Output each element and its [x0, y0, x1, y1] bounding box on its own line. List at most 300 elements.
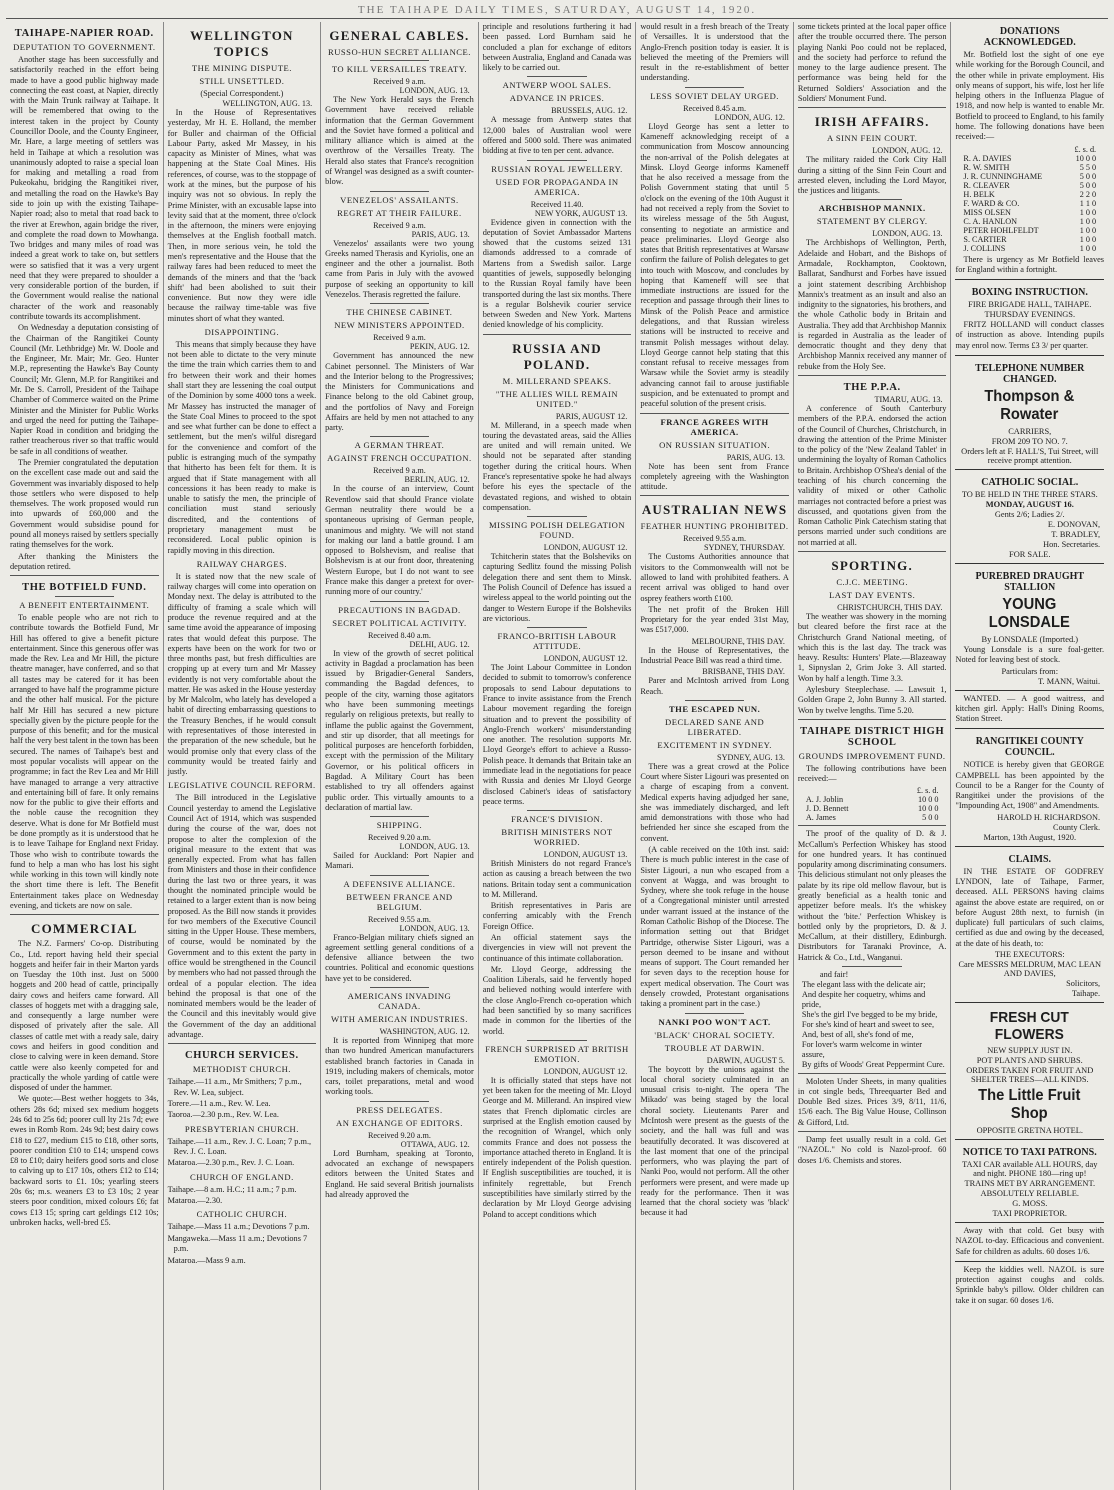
table-row	[961, 163, 1098, 172]
subheadline: NANKI POO WON'T ACT.	[658, 1016, 771, 1027]
notice-claims	[955, 846, 1104, 998]
subheadline: ARCHBISHOP MANNIX.	[818, 203, 926, 214]
subheadline: RUSSO-HUN SECRET ALLIANCE.	[327, 47, 471, 57]
pounds-header: £.	[916, 786, 924, 796]
ad-line: Marton, 13th August, 1920.	[983, 832, 1077, 842]
divider	[370, 1101, 429, 1102]
subheadline: VENEZELOS' ASSAILANTS.	[340, 194, 459, 205]
subheadline: DECLARED SANE AND LIBERATED.	[664, 716, 765, 737]
divider	[370, 191, 429, 192]
received-time: Received 9 a.m.	[373, 77, 426, 86]
divider	[798, 107, 947, 108]
divider	[842, 199, 901, 200]
cable-article	[483, 1044, 632, 1220]
cable-article	[483, 631, 632, 807]
paragraph: A message from Antwerp states that 12,000 bales of Australian wool were offered and 5000 sold. There was animated bidding at five to ten per cent. advance.	[482, 115, 632, 156]
donation-amount: 1 0 0	[1079, 234, 1097, 244]
table-header: £. s. d.	[1074, 144, 1097, 154]
received-time: Received 9 a.m.	[373, 220, 426, 230]
paragraph: This means that simply because they have not been able to dictate to the very minute the time the train which carries them to and fro between their work and their homes shall start they are lessening the coal output of the Dominion by some 4000 tons a week. Mr Massey has instructed the manager of the State Coal Mines to proceed to the spot and see what further can be done to effect a settlement, but the men's wilful disregard for the convenience and comfort of the public is estranging much of the sympathy that hitherto has been felt for them. It is argued that if State management with all concessions it has been ready to make is unable to satisfy the men, the principle of conciliation must stand seriously discredited, and the contentions of proprietary management must be reconsidered. Local public opinion is rapidly moving in this direction.	[167, 339, 317, 555]
dateline: LONDON, AUG. 13.	[399, 842, 470, 852]
divider	[798, 1131, 947, 1132]
subheadline: ANTWERP WOOL SALES.	[502, 80, 612, 91]
divider	[685, 1013, 744, 1014]
subheadline: BETWEEN FRANCE AND BELGIUM.	[346, 891, 453, 912]
paragraph: The Archbishops of Wellington, Perth, Adelaide and Hobart, and the Bishops of Armadale, Rockhampton, Cooktown, Ballarat, Sandhurst and Forbes have issued a joint statement describing Archbishop Mannix's treatment as an insult and also an indignity to the signatories, his brothers, and the whole Catholic body in Britain and Australia. They add that Archbishop Mannix is regarded in Australia as the leader of democratic thought and they deny that Archbishop Mannix received any manner of rebuke from the Holy See.	[797, 238, 947, 371]
subheadline: THE ESCAPED NUN.	[668, 703, 761, 714]
advert-boxing	[955, 279, 1104, 351]
divider	[798, 375, 947, 376]
cable-article	[325, 440, 474, 597]
paragraph: WANTED. — A good waitress, and kitchen girl. Apply: Hall's Dining Rooms, Station Street.	[955, 693, 1105, 724]
church-services	[168, 1050, 317, 1266]
headline: SPORTING.	[831, 557, 913, 573]
cable-article	[325, 47, 474, 188]
subheadline: FRANCO-BRITISH LABOUR ATTITUDE.	[497, 631, 617, 652]
paragraph: In the House of Representatives yesterday, Mr H. E. Holland, the member for Buller and chairman of the Official Labour Party, asked Mr Massey, in his capacity as Minister of Mines, what was happening at the State Coal Mines. His references, of course, was to the stoppage of work at the mines, but the purpose of his inquiry was not so obvious. In reply the Prime Minister, with an excusable lapse into levity said that at the moment, three o'clock in the afternoon, the miners were enjoying themselves at the English football match. Then, in more serious vein, he told the men's representative and the House that the railway fares had been reduced to meet the demands of the miners and that the 'back shift' had been abolished to suit their convenience. But now they were idle because the railway time-table was five minutes short of what they wanted.	[167, 108, 317, 323]
headline: CATHOLIC SOCIAL.	[981, 476, 1079, 488]
received-time: Received 8.40 a.m.	[367, 630, 431, 640]
dateline: MELBOURNE, THIS DAY.	[691, 636, 785, 646]
article-escaped-nun	[640, 704, 789, 1010]
donation-amount: 5 0 0	[1079, 180, 1097, 190]
received-time: Received 8.45 a.m.	[683, 103, 747, 113]
donation-amount: 5 5 0	[1079, 162, 1097, 172]
advert-catholic-social	[955, 469, 1104, 559]
donation-amount: 2 2 0	[1079, 189, 1097, 199]
divider	[527, 160, 586, 161]
paragraph: The proof of the quality of D. & J. McCallum's Perfection Whiskey has stood for one hundred years. It has continued popularity among discriminating consumers. This delicious stimulant not only pleases the palate by its ripe old mellow flavour, but is greatly beneficial as a health tonic and appetizer before meals. It's the whiskey without the 'bite.' Perfection Whiskey is bottled only by the proprietors, D. & J. McCallum, at their distillery, Edinburgh. Distributors for Taranaki Province, A. Hatrick & Co., Ltd., Wanganui.	[797, 829, 947, 962]
subheadline: 'BLACK' CHORAL SOCIETY.	[654, 1029, 775, 1040]
signature: Solicitors,	[1066, 979, 1101, 988]
paragraph: would result in a fresh breach of the Treaty of Versailles. It is understood that the Anglo-French position today is easier. It is believed the meeting of the Premiers will result in the re-establishment of better understanding.	[640, 22, 789, 83]
headline: CLAIMS.	[1008, 853, 1052, 865]
divider	[527, 76, 586, 77]
dateline: OTTAWA, AUG. 12.	[400, 1139, 470, 1149]
article-australian-news	[640, 502, 789, 696]
column-7	[951, 22, 1108, 1490]
ad-title: FRESH CUT FLOWERS	[990, 1009, 1070, 1043]
ad-line: TRAINS MET BY ARRANGEMENT.	[964, 1179, 1096, 1188]
service-line: Mangaweka.—Mass 11 a.m.; Devotions 7 p.m.	[167, 1233, 308, 1254]
divider	[798, 1073, 947, 1074]
headline: THE P.P.A.	[843, 382, 901, 394]
paragraph: Parer and McIntosh arrived from Long Reach.	[640, 676, 789, 696]
ad-line: OPPOSITE GRETNA HOTEL.	[976, 1126, 1083, 1135]
ad-line: Care MESSRS MELDRUM, MAC LEAN AND DAVIES,	[958, 960, 1102, 978]
service-line: Taoroa.—2.30 p.m., Rev. W. Lea.	[167, 1110, 279, 1120]
divider	[55, 596, 114, 597]
headline: COMMERCIAL	[30, 921, 138, 937]
subheadline: SECRET POLITICAL ACTIVITY.	[332, 617, 467, 628]
dateline: LONDON, AUGUST 12.	[543, 543, 628, 553]
subheadline: THE CHINESE CABINET.	[346, 307, 453, 318]
headline: AUSTRALIAN NEWS	[641, 502, 788, 518]
paragraph: IN THE ESTATE OF GODFREY LYNDON, late of Taihape, Farmer, deceased. ALL PERSONS having claims against the above estate are required, on or before August 28th next, to furnish (in duplicate) full particulars of such claims, certified as due and owing by the deceased, at the date of his death, to:	[955, 866, 1105, 948]
divider	[527, 627, 586, 628]
ad-line: TO BE HELD IN THE THREE STARS.	[961, 489, 1098, 499]
donor-name: PETER HOHLFELDT	[963, 225, 1039, 235]
ad-line: CARRIERS,	[1008, 426, 1052, 436]
donor-name: J. R. CUNNINGHAME	[963, 171, 1043, 181]
donation-amount: 1 0 0	[1079, 243, 1097, 253]
shillings-header: s.	[925, 786, 931, 796]
paragraph: Moloten Under Sheets, in many qualities in cot single beds, Threequarter Bed and Double Bed sizes. Prices 3/9, 8/11, 11/6, 15/6 each. The Big Value House, Collinson & Gifford, Ltd.	[797, 1076, 947, 1127]
subheadline: LAST DAY EVENTS.	[829, 589, 916, 600]
divider	[640, 495, 789, 496]
ad-line: THE EXECUTORS:	[994, 950, 1065, 959]
received-time: Received 9 a.m.	[373, 466, 426, 476]
subheadline: TO KILL VERSAILLES TREATY.	[331, 64, 468, 74]
signature: E. DONOVAN,	[1047, 519, 1101, 529]
headline: NOTICE TO TAXI PATRONS.	[962, 1147, 1097, 1158]
subheadline: AN EXCHANGE OF EDITORS.	[336, 1117, 463, 1128]
advert-stallion	[955, 563, 1104, 686]
subheadline: M. MILLERAND SPEAKS.	[502, 375, 612, 386]
paragraph: There was a great crowd at the Police Court where Sister Ligouri was presented on a charge of escaping from a convent. Medical experts having adjudged her sane, she was immediately discharged, and left amid demonstrations with those who had befriended her since she escaped from the convent.	[640, 761, 789, 843]
dateline: PARIS, AUGUST 12.	[555, 411, 628, 421]
business-name: Thompson & Rowater	[984, 387, 1075, 423]
service-line: Taihape.—Mass 11 a.m.; Devotions 7 p.m.	[167, 1222, 310, 1232]
donation-amount: 1 0 0	[1079, 225, 1097, 235]
paragraph: Note has been sent from France completely agreeing with the Washington attitude.	[640, 461, 789, 492]
divider	[685, 700, 744, 701]
ad-line: G. MOSS.	[1012, 1199, 1048, 1208]
dateline: SYDNEY, THURSDAY.	[703, 543, 785, 553]
table-row	[961, 181, 1098, 190]
poem-line: For lover's warm welcome in winter assure,	[801, 1039, 923, 1059]
paragraph: (A cable received on the 10th inst. said: There is much public interest in the case of Sister Ligouri, a nun who escaped from a convent at Wagga, and was brought to Sydney, where she took refuge in the house of a Congregational minister until arrested under warrant issued at the instance of the Roman Catholic Bishop of the Diocese. The information setting out that Bridget Partridge, otherwise Sister Ligouri, was a person deemed to be insane and without means of support. The Court remanded her for seven days to the reception house for expert medical observation. The Court was densely crowded, Protestant organisations taking a prominent part in the case.)	[640, 845, 789, 1009]
cable-article	[325, 1105, 474, 1200]
subheadline: AGAINST FRENCH OCCUPATION.	[327, 453, 472, 464]
dateline: LONDON, AUGUST 13.	[543, 850, 628, 860]
donor-name: R. CLEAVER	[963, 180, 1010, 190]
subheadline: DEPUTATION TO GOVERNMENT.	[13, 42, 156, 52]
subheadline: A GERMAN THREAT.	[354, 440, 445, 451]
received-time: Received 9.55 a.m.	[683, 534, 747, 544]
headline: CHURCH SERVICES.	[185, 1050, 299, 1062]
paragraph: Mr. Botfield lost the sight of one eye while working for the Borough Council, and the other while in private employment. His only means of support, his wife, lost her life helping others in the Influenza Plague of 1918, and now help is wanted to enable Mr. Botfield to proceed to England, to his family home. The following donations have been received:—	[955, 50, 1105, 142]
table-row	[961, 208, 1098, 217]
divider	[370, 436, 429, 437]
paragraph: We quote:—Best wether hoggets to 34s, others 28s 6d; mixed sex medium hoggets 24s 6d to 25s 6d; poorer cull lty 21s 7d; ewe ewes in Romb Rom. 24s 9d; best dairy cows £18 to £27, medium £15 to £18, other sorts, poorer condition £10 to £14; unspend cows £8 to £10; dairy heifers good sorts and close to calving up to £17 10s, others £12 to £14; backward sorts to £1. 10s; yearling steers 20s 6s; m.s. weaners £3 to £3 10s; 2 year steers poor condition, mixed colours £6; fat cows £13 15; spring cart geldings £12 10s; unbroken hacks, well-bred £5.	[10, 1094, 159, 1227]
church-heading: METHODIST CHURCH.	[192, 1064, 291, 1075]
donation-amount: 5 0 0	[1079, 171, 1097, 181]
subheadline: RUSSIAN ROYAL JEWELLERY.	[491, 163, 623, 174]
donation-amount: 1 1 0	[1079, 198, 1097, 208]
divider	[640, 413, 789, 414]
table-row	[804, 813, 941, 822]
contribution-amount: 5 0 0	[922, 813, 939, 823]
headline: RANGITIKEI COUNTY COUNCIL.	[975, 736, 1084, 759]
article-high-school-fund	[798, 726, 947, 823]
subheadline: NEW MINISTERS APPOINTED.	[334, 320, 465, 331]
paragraph: The Bill introduced in the Legislative Council yesterday to amend the Legislative Council Act of 1914, which was suspended during the course of the war, does not propose to alter the complexion of the original measure to the extent that was generally expected. From what has fallen from Ministers and those in their confidence during the last two or three years, it was thought the nominated principle would be retained to a larger extent than is now being proposed. As the Bill now stands it provides for two members of the Executive Council sitting in the Upper House. These members, of course, would be nominated by the Government and to this extent the party in office would be strengthened in the Council by members who had not passed through the ordeal of a popular election. The idea behind the proposal is that one of the nominated members would be the leader of the Council and this inevitably would give the Government of the day an additional advantage.	[167, 793, 317, 1039]
column-2	[164, 22, 322, 1490]
ad-line: FROM 209 TO NO. 7.	[991, 436, 1068, 446]
dateline: PEKIN, AUG. 12.	[409, 342, 470, 352]
cable-article	[325, 195, 474, 301]
dateline: LONDON, AUG. 13.	[399, 86, 470, 95]
table-header	[804, 786, 892, 795]
paragraph: The Customs Authorities announce that visitors to the Commonwealth will not be allowed to land with prohibited feathers. A recent arrival was obliged to hand over osprey feathers worth £100.	[640, 552, 789, 603]
notice-rangitikei	[955, 728, 1104, 841]
divider	[527, 1040, 586, 1041]
divider	[483, 334, 632, 335]
table-row	[961, 199, 1098, 208]
pence-header: d.	[932, 786, 939, 796]
service-line: Mataroa.—2.30 p.m., Rev. J. C. Loan.	[167, 1158, 295, 1168]
subheadline: STILL UNSETTLED.	[199, 76, 285, 86]
ad-line: MONDAY, AUGUST 16.	[985, 499, 1074, 509]
cable-article	[483, 814, 632, 1037]
church-heading: CHURCH OF ENGLAND.	[189, 1171, 294, 1182]
paragraph: An official statement says the divergencies in view will not prevent the continuance of this intimate collaboration.	[482, 933, 632, 963]
subheadline: A SINN FEIN COURT.	[826, 133, 918, 144]
cable-article	[483, 520, 632, 624]
subheadline: FRANCE'S DIVISION.	[511, 814, 603, 825]
ad-line: FIRE BRIGADE HALL, TAIHAPE.	[968, 300, 1092, 310]
received-time: Received 9.20 a.m.	[367, 833, 431, 843]
dateline: LONDON, AUG. 13.	[399, 923, 470, 933]
subheadline: LESS SOVIET DELAY URGED.	[650, 90, 779, 101]
paragraph: Evidence given in connection with the deputation of Soviet Ambassador Martens showed that the customs seized 131 diamonds addressed to a comrade of Martens from a Swedish sailor. Large quantities of jewels, supposedly belonging to the Russian Royal family have been transported during the last six months. There is a regular Bolshevik courier service between Sweden and New York. Martens denied knowledge of his complicity.	[482, 217, 632, 330]
paragraph: M. Millerand, in a speech made when touring the devastated areas, said the Allies are united and will remain united. We should not be separated after standing together during the critical hours. When France's representative spoke he had always before his eyes the spectacle of the devastated regions, and wished to obtain compensation.	[482, 420, 632, 512]
paragraph: FRITZ HOLLAND will conduct classes of instruction as above. Intending pupils may enrol now. Terms £3 3/ per quarter.	[955, 320, 1105, 350]
headline: TELEPHONE NUMBER CHANGED.	[975, 362, 1085, 385]
service-line: Mataroa.—Mass 9 a.m.	[167, 1255, 246, 1265]
divider	[370, 60, 429, 61]
table-header	[892, 786, 940, 795]
poem-line: By gifts of Woods' Great Peppermint Cure.	[801, 1059, 945, 1069]
stallion-name: YOUNG LONSDALE	[989, 595, 1071, 631]
table-row	[804, 795, 941, 804]
contributor-name: A. J. Joblin	[805, 795, 844, 805]
article-body	[10, 55, 159, 572]
headline: RUSSIA AND POLAND.	[512, 340, 602, 372]
poem-line: She's the girl I've begged to be my bride,	[801, 1009, 938, 1019]
headline: TAIHAPE DISTRICT HIGH SCHOOL	[800, 725, 945, 748]
divider	[842, 966, 901, 967]
subheadline: FRENCH SURPRISED AT BRITISH EMOTION.	[485, 1043, 629, 1064]
paragraph: The military raided the Cork City Hall during a sitting of the Sinn Fein Court and arrested eleven, including the Lord Mayor, the justices and litigants.	[797, 155, 947, 196]
columns	[6, 22, 1108, 1490]
dateline: WELLINGTON, AUG. 13.	[222, 99, 313, 108]
paragraph: In the course of an interview, Count Reventlow said that should France violate German neutrality there would be a spontaneous uprising of German people, unanimous and mighty. 'We will not stand for making our land a battle ground. I am opposed to Bolshevism, and realise that Bolshevism is at our front door, threatening Western Europe, but I do not want to see France make this danger a pretext for over-running more of our country.'	[325, 484, 474, 597]
advert-whiskey	[798, 829, 947, 1069]
dateline: BRUSSELS, AUG. 12.	[551, 106, 628, 116]
ad-line: TAXI PROPRIETOR.	[992, 1209, 1068, 1218]
divider	[370, 601, 429, 602]
ad-line: Particulars from:	[1001, 666, 1059, 676]
article-commercial	[10, 921, 159, 1228]
cable-article	[325, 879, 474, 984]
dateline: LONDON, AUGUST 12.	[543, 1066, 628, 1076]
dateline: DARWIN, AUGUST 5.	[706, 1055, 785, 1065]
column-3	[321, 22, 479, 1490]
table-row	[961, 244, 1098, 253]
dateline: LONDON, AUG. 12.	[872, 146, 943, 156]
service-line: Taihape.—11 a.m., Rev. J. C. Loan; 7 p.m., Rev. J. C. Loan.	[167, 1136, 312, 1156]
subheadline: C.J.C. MEETING.	[836, 576, 909, 587]
paragraph: Franco-Belgian military chiefs signed an agreement settling general conditions of a defensive alliance between the two countries. Political and economic questions have yet to be considered.	[325, 932, 474, 983]
paragraph: There is urgency as Mr Botfield leaves for England within a fortnight.	[955, 254, 1105, 274]
divider	[527, 810, 586, 811]
subheadline: ON RUSSIAN SITUATION.	[659, 439, 771, 450]
paragraph: Away with that cold. Get busy with NAZOL to-day. Efficacious and convenient. Safe for children as adults. 60 doses 1/6.	[955, 1226, 1105, 1256]
service-line: Taihape.—11 a.m., Mr Smithers; 7 p.m., Rev. W. Lea, subject.	[167, 1077, 302, 1097]
advert-taxi	[955, 1139, 1104, 1218]
dateline: LONDON, AUG. 13.	[872, 229, 943, 239]
ad-line: ABSOLUTELY RELIABLE.	[980, 1189, 1079, 1198]
church-heading: CATHOLIC CHURCH.	[196, 1209, 288, 1220]
column-4	[479, 22, 637, 1490]
paragraph: principle and resolutions furthering it had been passed. Lord Burnham said he concluded a plan for exchange of editors between Australia, England and Canada was likely to be carried out.	[482, 22, 632, 73]
dateline: PARIS, AUG. 13.	[411, 229, 470, 239]
received-time: Received 9 a.m.	[373, 333, 426, 343]
dateline: PARIS, AUG. 13.	[726, 452, 785, 462]
divider	[370, 987, 429, 988]
section-heading: LEGISLATIVE COUNCIL REFORM.	[168, 780, 316, 791]
donations-table	[961, 145, 1098, 253]
received-time: Received 9.20 a.m.	[367, 1130, 431, 1140]
poem-line: And, best of all, she's fond of me,	[801, 1029, 914, 1039]
ad-line: FOR SALE.	[1009, 549, 1051, 559]
table-row	[961, 172, 1098, 181]
headline: TAIHAPE-NAPIER ROAD.	[14, 28, 154, 39]
article-ppa	[798, 382, 947, 548]
donor-name: J. COLLINS	[963, 243, 1006, 253]
paragraph: The Joint Labour Committee in London decided to submit to tomorrow's conference proposals to send Labour deputations to France to invite assistance from the French Labour movement regarding the foreign situation and to prevent the possibility of Anglo-French workers' misunderstanding one another. The resolution supports Mr. Lloyd George's effort to achieve a Russo-Polish peace. It demands that Britain take an immediate lead in the negotiations for peace with Russia and denies Mr Lloyd George disclosed Cabinet's ideas of satisfactory peace terms.	[482, 663, 632, 806]
subheadline: TROUBLE AT DARWIN.	[664, 1042, 765, 1053]
paragraph: British Ministers do not regard France's action as causing a breach between the two nations. Britain today sent a communication to M. Millerand.	[482, 859, 632, 899]
cable-article	[325, 991, 474, 1098]
paragraph: Mr. Lloyd George, addressing the Coalition Liberals, said he fervently hoped and believed nothing would interfere with the close Anglo-French co-operation which had been sanctified by so many sacrifices made in common for the liberties of the world.	[482, 964, 632, 1036]
article-russia-poland	[483, 341, 632, 514]
subheadline: BRITISH MINISTERS NOT WORRIED.	[501, 827, 613, 848]
masthead: THE TAIHAPE DAILY TIMES, SATURDAY, AUGUST 14, 1920.	[6, 4, 1108, 19]
received-time: Received 11.40.	[530, 199, 584, 209]
table-row	[961, 235, 1098, 244]
paragraph: Lloyd George has sent a letter to Kameneff acknowledging receipt of a communication from Moscow announcing the non-arrival of the Polish delegates at Minsk. Lloyd George informs Kameneff that he also received a message from the Polish Government stating that until 5 o'clock on the evening of the 10th August it had not received a reply from the Soviet to its wireless message of the 5th August, consenting to negotiate an armistice and peace preliminaries. Lloyd George also states that British representatives at Warsaw confirm the failure of Polish delegates to get into touch with Moscow, and concludes by hoping that Kameneff will see that immediate instructions are issued for the reception and passage through their lines to Minsk of the Polish Peace and armistice delegations, and that Russian wireless stations will be instructed to receive and transmit Polish messages without delay. Lloyd George cannot help stating that this constant refusal to receive messages from Warsaw while the Soviet army is steadily advancing cannot fail to arouse justifiable suspicion, and be extenuated to prompt and peaceful solution of the present crisis.	[640, 121, 789, 409]
article-wellington-topics	[168, 28, 317, 1040]
donor-name: R. A. DAVIES	[963, 153, 1012, 163]
dateline: CHRISTCHURCH, THIS DAY.	[837, 602, 943, 612]
donation-amount: 1 0 0	[1079, 216, 1097, 226]
table-row	[804, 804, 941, 813]
subheadline: A BENEFIT ENTERTAINMENT.	[19, 600, 150, 611]
donations-acknowledged	[955, 26, 1104, 275]
paragraph: Tchitcherin states that the Bolsheviks on capturing Sedlitz found the missing Polish delegation there and sent them to Minsk. The Polish Council of Defence has issued a wireless appeal to the world pointing out the danger to Western Europe if the Bolsheviks are victorious.	[482, 552, 632, 623]
paragraph: some tickets printed at the local paper office after the trouble occurred there. The person playing Nanki Poo could not be replaced, and the society had perforce to refund the money to the large audience present. The performance was being held for the Returned Soldiers' Association and the Soldiers' Monument Fund.	[797, 22, 947, 103]
ad-line: POT PLANTS AND SHRUBS.	[976, 1056, 1083, 1065]
service-line: Taihape.—8 a.m. H.C.; 11 a.m.; 7 p.m.	[167, 1184, 297, 1194]
dateline: BRISBANE, THIS DAY.	[702, 667, 785, 677]
paragraph: In the House of Representatives, the Industrial Peace Bill was read a third time.	[640, 645, 789, 665]
dateline: DELHI, AUG. 12.	[409, 639, 470, 649]
paragraph: Young Lonsdale is a sure foal-getter. Noted for leaving best of stock.	[955, 644, 1105, 665]
divider	[168, 1043, 317, 1044]
paragraph: It is stated now that the new scale of railway charges will come into operation on Monday next. The delay is attributed to the difficulty of framing a scale which will produce the revenue required and at the same time avoid the appearance of imposing rates that would defeat this purpose. The experts have been on the work for two or three months past, but fresh difficulties are cropping up at every turn and Mr Massey evidently is not very comfortable about the matter. He was asked in the House yesterday by Mr Malcolm, who lately has developed a habit of directing embarrassing questions to the Treasury Benches, if he would consult with representatives of those interested in the preparation of the new schedule, but he would promise only that every class of the community would be treated fairly and justly.	[167, 571, 317, 777]
paragraph: British representatives in Paris are conferring amicably with the French Foreign Office.	[482, 901, 632, 931]
subheadline: MISSING POLISH DELEGATION FOUND.	[488, 520, 626, 541]
paragraph: Government has announced the new Cabinet personnel. The Ministers of War and the Interior belong to the Progressives; the Ministers for Communications and Finance belong to the old Cabinet group, and the portfolios of Navy and Foreign Affairs are held by men not attached to any party.	[325, 351, 474, 433]
divider	[370, 816, 429, 817]
subheadline: THE MINING DISPUTE.	[191, 63, 292, 73]
divider	[527, 516, 586, 517]
advert-nazol-2	[955, 1261, 1104, 1306]
article-nanki-poo	[640, 1017, 789, 1219]
divider	[798, 551, 947, 552]
paragraph: NOTICE is hereby given that GEORGE CAMPBELL has been appointed by the Council to be a Ranger for the County of Rangitikei under the provisions of the "Impounding Act, 1908" and Amendments.	[955, 760, 1105, 811]
section-heading: RAILWAY CHARGES.	[196, 558, 287, 569]
contributor-name: J. D. Bennett	[805, 804, 849, 814]
ad-line: By LONSDALE (Imported.)	[981, 634, 1079, 644]
shop-name: The Little Fruit Shop	[978, 1087, 1081, 1122]
poem-line: And despite her coquetry, whims and pride,	[801, 989, 926, 1009]
subheadline: A DEFENSIVE ALLIANCE.	[343, 878, 456, 889]
advert-nazol-1	[955, 1222, 1104, 1257]
subheadline: GROUNDS IMPROVEMENT FUND.	[798, 750, 946, 761]
paragraph: The Premier congratulated the deputation on the excellent case made out and said the Government was invariably disposed to help those settlers who were disposed to help themselves. The work proposed would run into upwards of £60,000 and the Government would subsidise pound for pound all moneys raised by settlers specially rating themselves for the work.	[10, 457, 159, 550]
donor-name: H. BELK	[963, 189, 995, 199]
paragraph: Keep the kiddies well. NAZOL is sure protection against coughs and colds. Sprinkle baby's pillow. Older children can take it on sugar. 60 doses 1/6.	[955, 1264, 1105, 1305]
headline: PUREBRED DRAUGHT STALLION	[975, 570, 1085, 593]
dateline: BERLIN, AUG. 12.	[404, 475, 470, 485]
signature: Hon. Secretaries.	[1043, 539, 1101, 549]
signature: County Clerk.	[1053, 822, 1101, 832]
church-heading: PRESBYTERIAN CHURCH.	[184, 1123, 299, 1134]
subheadline: "THE ALLIES WILL REMAIN UNITED."	[495, 388, 619, 409]
subheadline: REGRET AT THEIR FAILURE.	[337, 207, 462, 218]
paragraph: The New York Herald says the French Government have received reliable information that the German Government and the Soviet have formed a political and military alliance which is aimed at the overthrow of the Versailles Treaty. The Herald also states that France's recognition of Wrangel was designed as a swift counter-blow.	[325, 95, 474, 187]
headline: IRISH AFFAIRS.	[814, 114, 930, 130]
poem	[802, 970, 947, 1070]
subheadline: STATEMENT BY CLERGY.	[816, 216, 928, 227]
paragraph: In view of the growth of secret political activity in Bagdad a proclamation has been issued by Brigadier-General Sanders, commanding the Bagdad defences, to people of the city, warning those agitators who have been summoning meetings regularly on religious pretexts, but really to inflame the public against the Government, and stir up disorder, that all meetings for political purposes are henceforth forbidden, except with the permission of the Military Governor, or his political officers in Bagdad. A Military Court has been established to try all offenders against public order. This virtually amounts to a declaration of martial law.	[325, 648, 474, 812]
divider	[370, 303, 429, 304]
cable-article	[325, 605, 474, 814]
article-road	[10, 28, 159, 572]
article-sporting	[798, 558, 947, 716]
column-5	[636, 22, 794, 1490]
cable-article	[325, 820, 474, 872]
signature: HAROLD H. RICHARDSON.	[997, 812, 1101, 822]
table-header-row	[804, 786, 941, 795]
cable-article	[483, 80, 632, 156]
subheadline: AMERICANS INVADING CANADA.	[347, 991, 452, 1012]
subheadline: SHIPPING.	[376, 820, 423, 831]
table-row	[961, 226, 1098, 235]
contribution-amount: 10 0 0	[918, 795, 939, 805]
ad-line: Orders left at F. HALL'S, Tui Street, will receive prompt attention.	[961, 446, 1099, 465]
dateline: LONDON, AUGUST 12.	[543, 654, 628, 664]
cable-article	[640, 91, 789, 410]
divider	[685, 87, 744, 88]
paragraph: The following contributions have been received:—	[797, 763, 947, 784]
cable-article	[325, 307, 474, 433]
subheadline: USED FOR PROPAGANDA IN AMERICA.	[495, 176, 619, 197]
subheadline: ADVANCE IN PRICES.	[509, 93, 605, 104]
paragraph: After thanking the Ministers the deputation retired.	[10, 551, 159, 571]
donor-name: C. A. HANLON	[963, 216, 1018, 226]
section-heading: DISAPPOINTING.	[204, 326, 280, 337]
dateline: SYDNEY, AUG. 13.	[717, 752, 785, 762]
ad-line: Gents 2/6; Ladies 2/.	[994, 509, 1065, 519]
received-time: Received 9.55 a.m.	[367, 914, 431, 924]
headline: DONATIONS ACKNOWLEDGED.	[983, 26, 1076, 48]
dateline: TIMARU, AUG. 13.	[874, 395, 943, 405]
